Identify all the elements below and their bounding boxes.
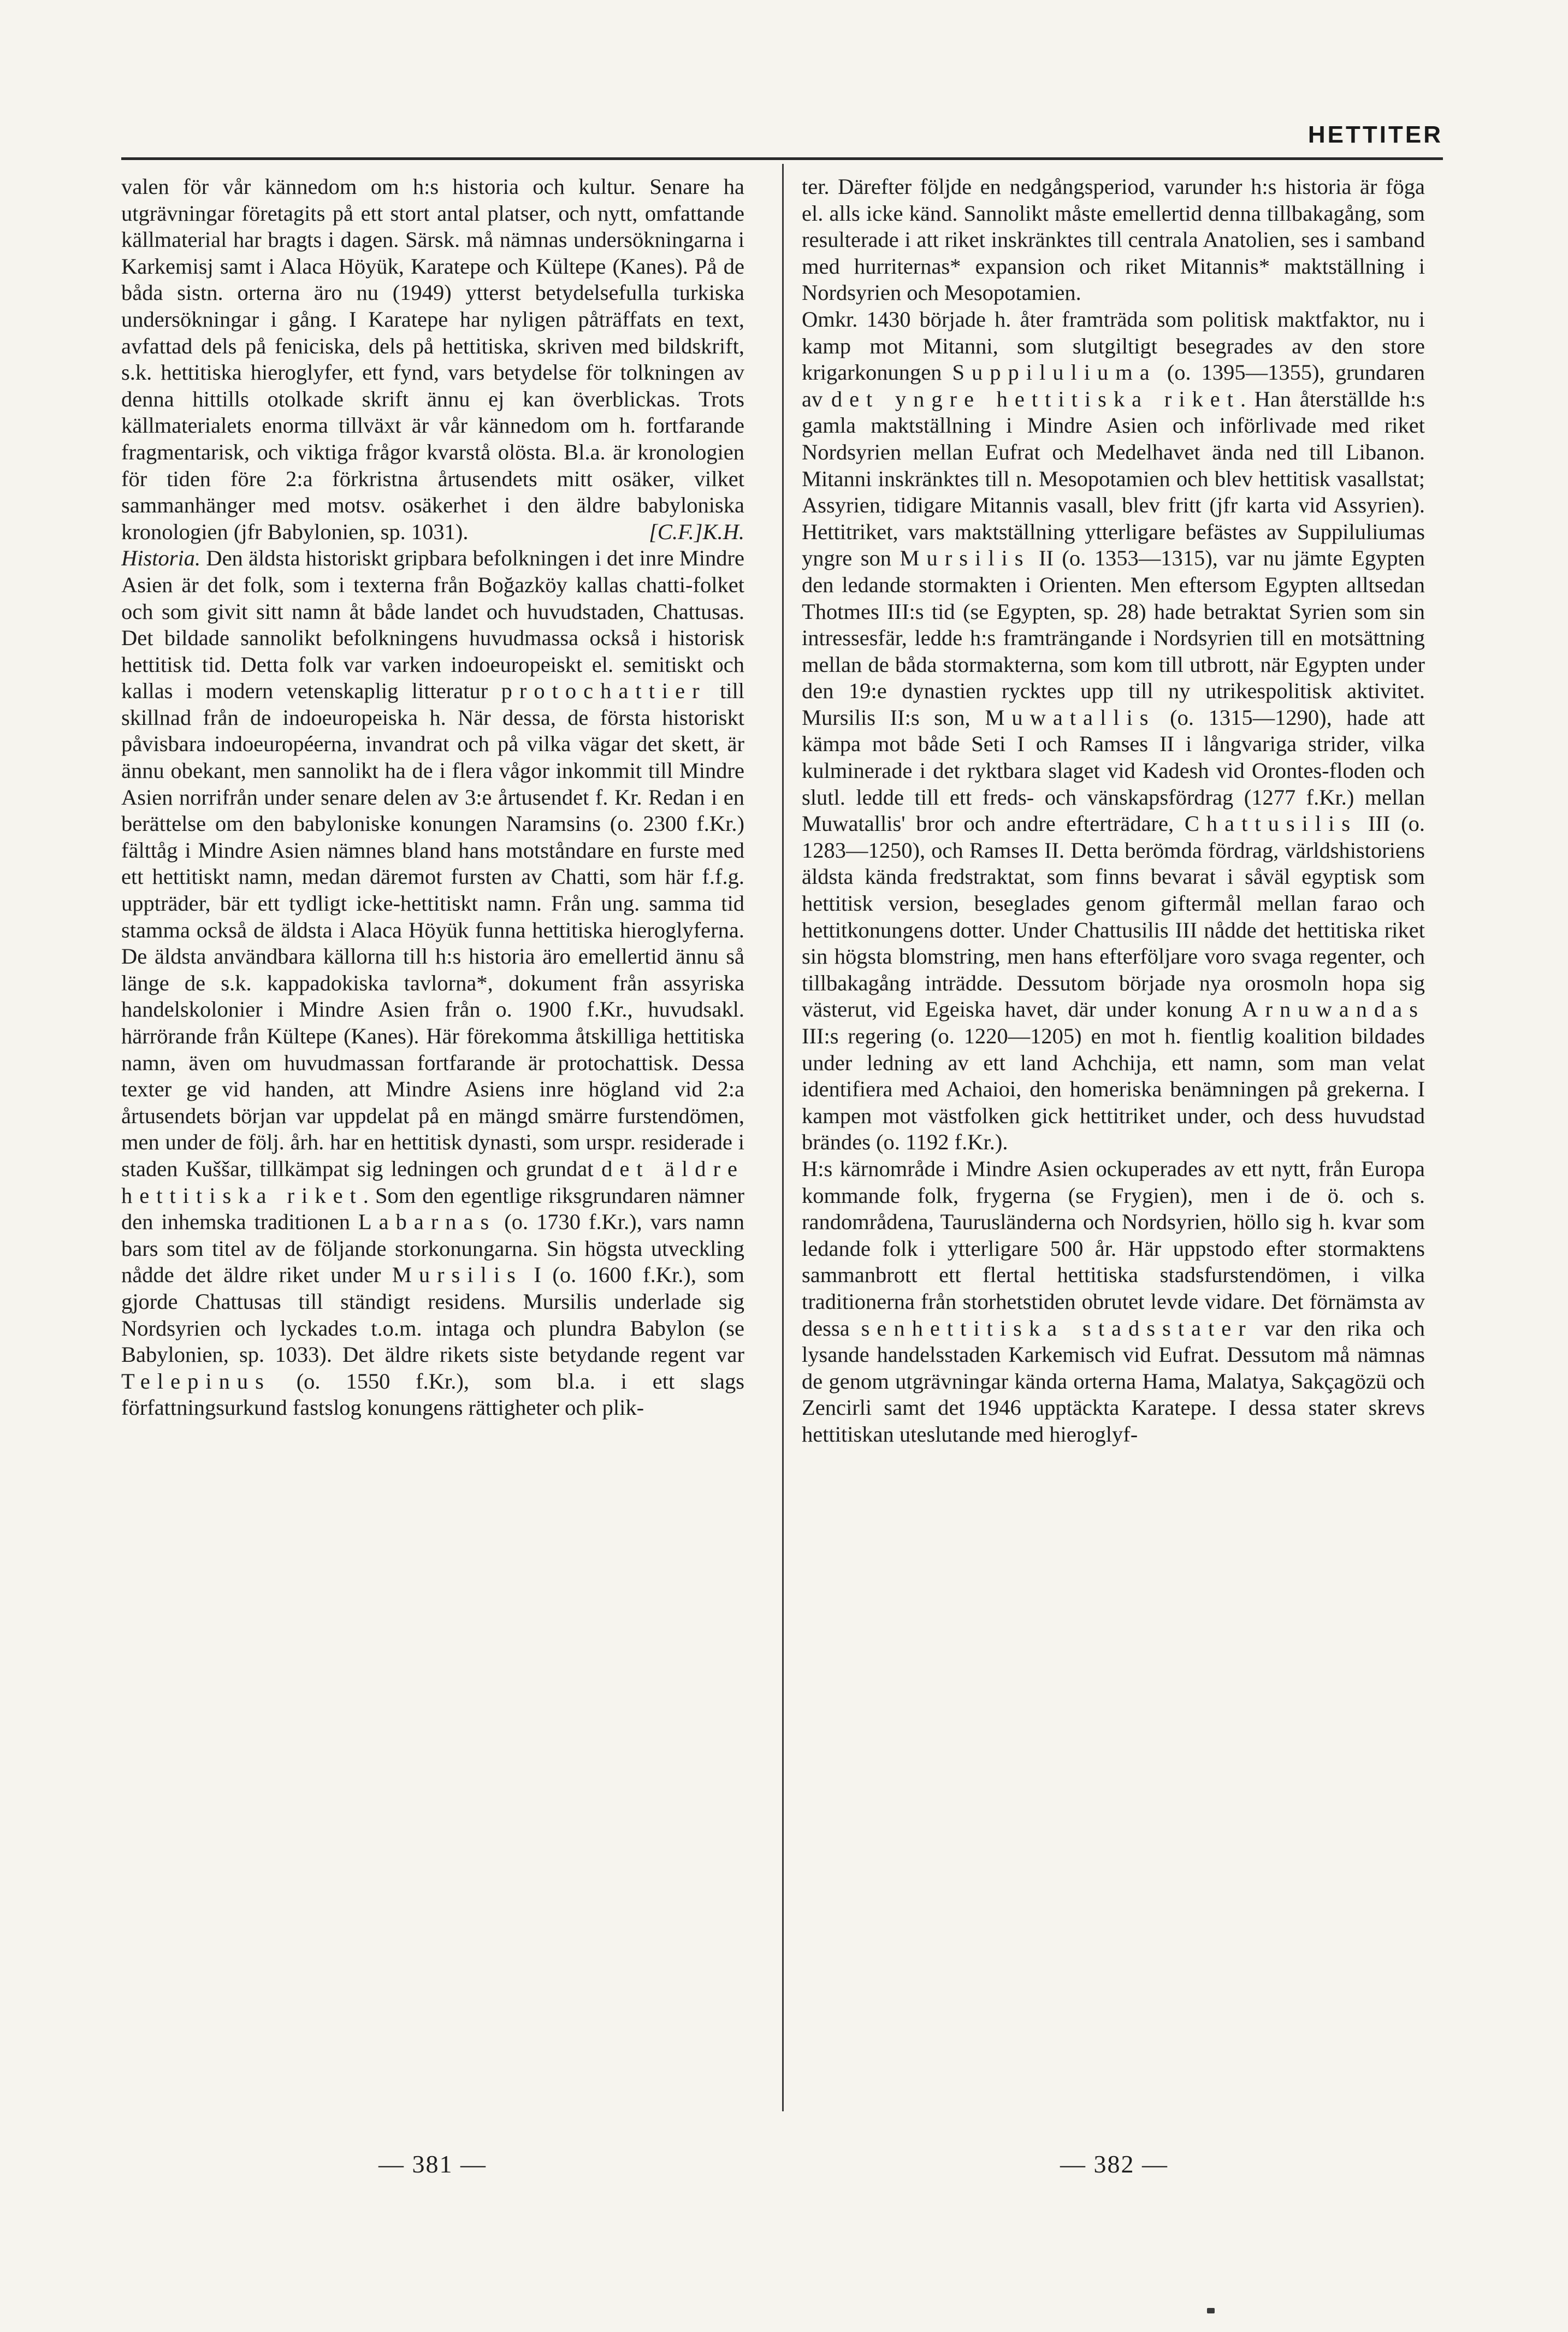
paragraph-text: (o. 1550 f.Kr.), som bl.a. i ett slags författningsurkund fastslog konungens rättigheter och plik- — [121, 1368, 744, 1420]
right-column — [802, 174, 1425, 2094]
running-head: HETTITER — [1307, 121, 1443, 148]
paragraph-text: . Som den egentlige riksgrundaren nämner den inhemska traditionen — [121, 1183, 744, 1235]
spaced-term: det äldre hettitiska riket — [121, 1156, 744, 1208]
author-signature: [C.F.]K.H. — [649, 519, 744, 544]
page-number-left: — 381 — — [378, 2150, 487, 2178]
left-column — [121, 174, 744, 2094]
spaced-term: protochattier — [501, 678, 707, 704]
paragraph-text: III (o. 1283—1250), och Ramses II. Detta berömda fördrag, världshistoriens äldsta kända fredstraktat, som finns bevarat i såväl egyptisk som hettitisk version, beseglades genom giftermål mellan farao och hettitkonungens dotter. Under Chattusilis III nådde det hettitiska riket sin högsta blomstring, men hans efterföljare voro svaga regenter, och tillbakagång inträdde. Dessutom började nya orosmoln hopa sig västerut, vid Egeiska havet, där under konung — [802, 811, 1425, 1022]
spaced-term: Labarnas — [358, 1209, 496, 1235]
paragraph-text: valen för vår kännedom om h:s historia och kultur. Senare ha utgrävningar företagits på ett stort antal platser, och nytt, omfattande källmaterial har bragts i dagen. Särsk. må nämnas undersökningarna i Karkemisj samt i Alaca Höyük, Karatepe och Kültepe (Kanes). På de båda sistn. orterna äro nu (1949) ytterst betydelsefulla turkiska undersökningar i gång. I Karatepe har nyligen påträffats en text, avfattad dels på feniciska, dels på hettitiska, skriven med bildskrift, s.k. hettitiska hieroglyfer, ett fynd, vars betydelse för tolkningen av denna hittills otolkade skrift ännu ej kan överblickas. Trots källmaterialets enorma tillväxt är vår kännedom om h. fortfarande fragmentarisk, och viktiga frågor kvarstå olösta. Bl.a. är kronologien för tiden före 2:a förkristna årtusendets mitt osäker, vilket sammanhänger med motsv. osäkerhet i den äldre babyloniska kronologien (jfr Babylonien, sp. 1031). — [121, 174, 744, 544]
paragraph-late-hittite — [802, 1156, 1425, 1448]
spaced-term: senhettitiska stadsstater — [861, 1315, 1253, 1341]
spaced-term: Arnuwandas — [1242, 997, 1425, 1022]
column-divider — [782, 164, 784, 2111]
spaced-term: Telepinus — [121, 1368, 271, 1394]
spaced-term: Chattusilis — [1184, 811, 1358, 836]
paragraph-decline — [802, 174, 1425, 306]
spaced-term: Mursilis — [392, 1262, 523, 1288]
paragraph-text: I (o. 1600 f.Kr.), som gjorde Chattusas till ständigt residens. Mursilis underlade sig Nordsyrien och lyckades t.o.m. intaga och plundra Babylon (se Babylonien, sp. 1033). Det äldre rikets siste betydande regent var — [121, 1262, 744, 1367]
paragraph-text: III:s regering (o. 1220—1205) en mot h. fientlig koalition bildades under ledning av ett land Achchija, ett namn, som man velat identifiera med Achaioi, den homeriska benämningen på grekerna. I kampen mot västfolken gick hettitriket under, och dess huvudstad brändes (o. 1192 f.Kr.). — [802, 1024, 1425, 1155]
section-heading-historia: Historia. — [121, 546, 201, 571]
paragraph-text: II (o. 1353—1315), var nu jämte Egypten den ledande stormakten i Orienten. Men eftersom Egypten alltsedan Thotmes III:s tid (se Egypten, sp. 28) hade betraktat Syrien som sin intressesfär, ledde h:s framträngande i Nordsyrien till en motsättning mellan de båda stormakterna, som kom till utbrott, när Egypten under den 19:e dynastien rycktes upp till ny utrikespolitisk aktivitet. Mursilis II:s son, — [802, 546, 1425, 730]
page-number-right: — 382 — — [1060, 2150, 1168, 2178]
paragraph-text: (o. 1315—1290), hade att kämpa mot både Seti I och Ramses II i långvariga strider, vilka kulminerade i det ryktbara slaget vid Kadesh vid Orontes-floden och slutl. ledde till ett freds- och vänskapsfördrag (1277 f.Kr.) mellan Muwatallis' bror och andre efterträdare, — [802, 705, 1425, 836]
paragraph-text: (o. 1730 f.Kr.), vars namn bars som titel av de följande storkonungarna. Sin högsta utveckling nådde det äldre riket under — [121, 1209, 744, 1288]
paragraph-text: ter. Därefter följde en nedgångsperiod, varunder h:s historia är föga el. alls icke känd. Sannolikt måste emellertid denna tillbakagång, som resulterade i att riket inskränktes till centrala Anatolien, ses i samband med hurriternas* expansion och riket Mitannis* maktställning i Nordsyrien och Mesopotamien. — [802, 174, 1425, 305]
print-speck — [1207, 2308, 1215, 2313]
paragraph-intro-continuation — [121, 174, 744, 545]
spaced-term: Mursilis — [900, 546, 1031, 571]
paragraph-new-kingdom — [802, 306, 1425, 1156]
paragraph-text: . Han återställde h:s gamla maktställning i Mindre Asien och införlivade med riket Nordsyrien mellan Eufrat och Medelhavet ända ned till Libanon. Mitanni inskränktes till n. Mesopotamien och blev hettitisk vasallstat; Assyrien, tidigare Mitannis vasall, blev fritt (jfr karta vid Assyrien). Hettitriket, vars maktställning ytterligare befästes av Suppiluliumas yngre son — [802, 386, 1425, 571]
spaced-term: Muwatallis — [985, 705, 1156, 730]
paragraph-text: Omkr. 1430 började h. åter framträda som politisk maktfaktor, nu i kamp mot Mitanni, som slutgiltigt besegrades av den store krigarkonungen — [802, 306, 1425, 385]
paragraph-historia — [121, 545, 744, 1421]
paragraph-text: till skillnad från de indoeuropeiska h. När dessa, de första historiskt påvisbara indoeuropéerna, invandrat och på vilka vägar det skett, är ännu obekant, men sannolikt ha de i flera vågor inkommit till Mindre Asien norrifrån under senare delen av 3:e årtusendet f. Kr. Redan i en berättelse om den babyloniske konungen Naramsins (o. 2300 f.Kr.) fälttåg i Mindre Asien nämnes bland hans motståndare en furste med ett hettitiskt namn, medan däremot fursten av Chatti, som här f.f.g. uppträder, bär ett tydligt icke-hettitiskt namn. Från ung. samma tid stamma också de äldsta i Alaca Höyük funna hettitiska hieroglyferna. De äldsta användbara källorna till h:s historia äro emellertid ännu så länge de s.k. kappadokiska tavlorna*, dokument från assyriska handelskolonier i Mindre Asien från o. 1900 f.Kr., huvudsakl. härrörande från Kültepe (Kanes). Här förekomma åtskilliga hettitiska namn, även om huvudmassan fortfarande är protochattisk. Dessa texter ge vid handen, att Mindre Asiens inre högland vid 2:a årtusendets början var uppdelat på en mängd smärre furstendömen, men under de följ. årh. har en hettitisk dynasti, som urspr. residerade i staden Kuššar, tillkämpat sig ledningen och grundat — [121, 678, 744, 1181]
spaced-term: Suppiluliuma — [952, 360, 1157, 385]
paragraph-text: var den rika och lysande handelsstaden Karkemisch vid Eufrat. Dessutom må nämnas de genom utgrävningar kända orterna Hama, Malatya, Sakçagözü och Zencirli samt det 1946 upptäckta Karatepe. I dessa stater skrevs hettitiskan uteslutande med hieroglyf- — [802, 1315, 1425, 1447]
header-rule — [121, 157, 1443, 160]
paragraph-text: Den äldsta historiskt gripbara befolkningen i det inre Mindre Asien är det folk, som i texterna från Boğazköy kallas chatti-folket och som givit sitt namn åt både landet och huvudstaden, Chattusas. Det bildade sannolikt befolkningens huvudmassa också i historisk hettitisk tid. Detta folk var varken indoeuropeiskt el. semitiskt och kallas i modern vetenskaplig litteratur — [121, 546, 744, 704]
paragraph-text: (o. 1395—1355), grundaren av — [802, 360, 1425, 411]
paragraph-text: H:s kärnområde i Mindre Asien ockuperades av ett nytt, från Europa kommande folk, frygerna (se Frygien), men i de ö. och s. randområdena, Taurusländerna och Nordsyrien, höllo sig h. kvar som ledande folk i ytterligare 500 år. Här uppstodo efter stormaktens sammanbrott ett flertal hettitiska stadsfurstendömen, i vilka traditionerna från storhetstiden obrutet levde vidare. Det förnämsta av dessa — [802, 1156, 1425, 1341]
spaced-term: det yngre hettitiska riket — [831, 386, 1240, 411]
